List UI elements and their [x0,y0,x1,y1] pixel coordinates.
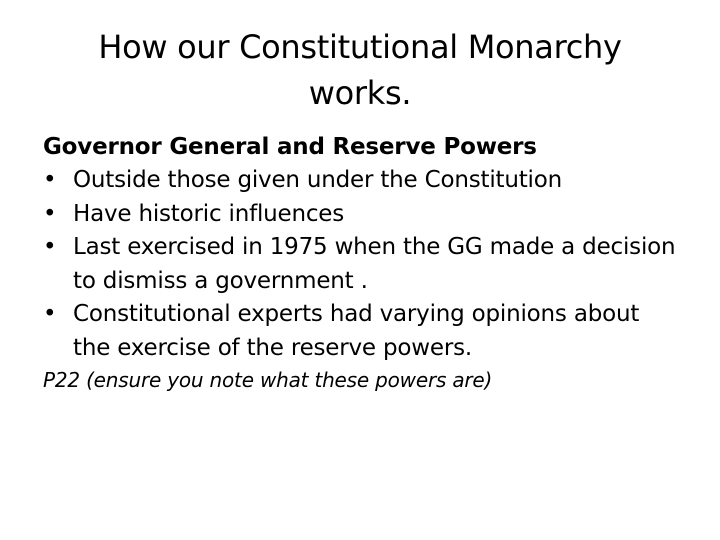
slide-title: How our Constitutional Monarchy works. [98,28,622,112]
bullet-icon: • [43,234,57,260]
bullet-text: Constitutional experts had varying opinions about the exercise of the reserve powers. [73,301,640,361]
bullet-item [43,198,683,232]
bullet-icon: • [43,167,57,193]
bullet-item [43,231,683,298]
bullet-text: Last exercised in 1975 when the GG made a decision to dismiss a government . [73,234,676,294]
bullet-icon: • [43,200,57,227]
bullet-text: Outside those given under the Constitution [73,167,562,193]
bullet-item [43,164,683,198]
page-reference-note: P22 (ensure you note what these powers are) [43,368,493,392]
bullet-item [43,298,683,365]
bullet-icon: • [43,301,57,327]
bullet-text: Have historic influences [73,200,345,227]
section-heading: Governor General and Reserve Powers [43,134,537,160]
slide-body [43,131,683,395]
bullet-list [43,164,683,365]
